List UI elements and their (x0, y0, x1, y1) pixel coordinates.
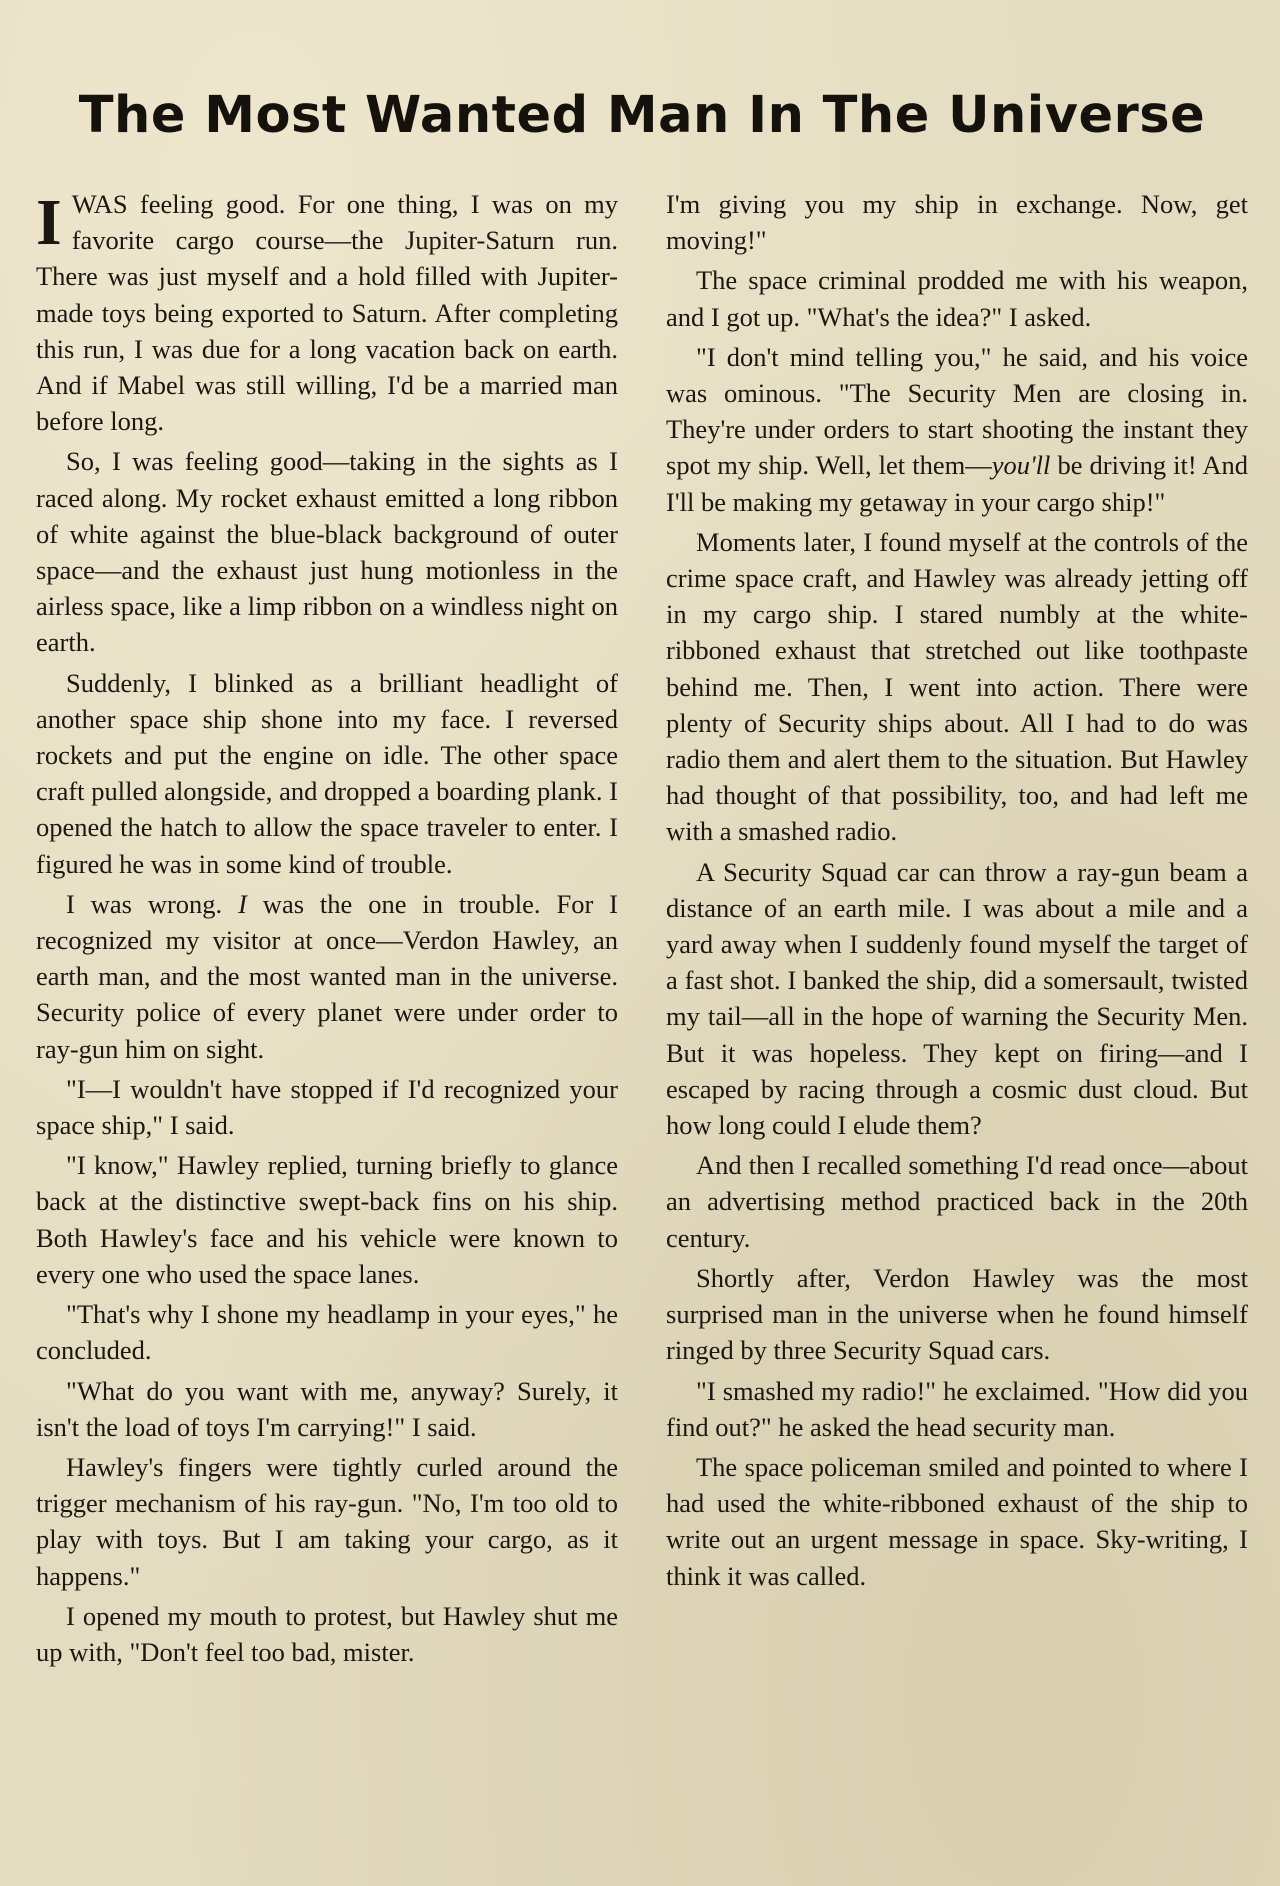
paragraph-text: was the one in trouble. For I recognized my visitor at once—Verdon Hawley, an earth man, and the most wanted man in the universe. Security police of every planet were under order to ray-gun him on sight. (36, 888, 618, 1064)
left-column (36, 186, 618, 1674)
paragraph: The space policeman smiled and pointed to where I had used the white-ribboned exhaust of the ship to write out an urgent message in space. Sky-writing, I think it was called. (666, 1451, 1248, 1591)
paragraph: "That's why I shone my headlamp in your eyes," he concluded. (36, 1299, 618, 1366)
paragraph: Shortly after, Verdon Hawley was the most surprised man in the universe when he found himself ringed by three Security Squad cars. (666, 1262, 1248, 1366)
paragraph-continued: I'm giving you my ship in exchange. Now, get moving!" (666, 189, 1248, 256)
right-column (666, 186, 1248, 1674)
paragraph: "What do you want with me, anyway? Surely, it isn't the load of toys I'm carrying!" I said. (36, 1375, 618, 1442)
emphasis-text: you'll (991, 450, 1051, 481)
paragraph: And then I recalled something I'd read once—about an advertising method practiced back in the 20th century. (666, 1150, 1248, 1253)
paragraph: I opened my mouth to protest, but Hawley shut me up with, "Don't feel too bad, mister. (36, 1600, 618, 1667)
paragraph: A Security Squad car can throw a ray-gun beam a distance of an earth mile. I was about a mile and a yard away when I suddenly found myself the target of a fast shot. I banked the ship, did a somersault, twisted my tail—all in the hope of warning the Security Men. But it was hopeless. They kept on firing—and I escaped by racing through a cosmic dust cloud. But how long could I elude them? (666, 856, 1248, 1141)
paragraph (666, 339, 1248, 520)
paragraph: Hawley's fingers were tightly curled around the trigger mechanism of his ray-gun. "No, I'm too old to play with toys. But I am taking your cargo, as it happens." (36, 1451, 618, 1591)
opening-text: WAS feeling good. For one thing, I was on my favorite cargo course—the Jupiter-Saturn run. There was just myself and a hold filled with Jupiter-made toys being exported to Saturn. After completing this run, I was due for a long vacation back on earth. And if Mabel was still willing, I'd be a married man before long. (36, 189, 618, 437)
paragraph: "I smashed my radio!" he exclaimed. "How did you find out?" he asked the head security man. (666, 1375, 1248, 1442)
story-columns (36, 186, 1248, 1674)
paragraph-text: be driving it! And I'll be making my getaway in your cargo ship!" (666, 450, 1248, 517)
paragraph-text: I was wrong. (66, 888, 239, 919)
paragraph: "I—I wouldn't have stopped if I'd recognized your space ship," I said. (36, 1073, 618, 1141)
paragraph: "I know," Hawley replied, turning briefly to glance back at the distinctive swept-back fins on his ship. Both Hawley's face and his vehicle were known to every one who used the space lanes. (36, 1150, 618, 1289)
paragraph (36, 886, 618, 1067)
paragraph: So, I was feeling good—taking in the sights as I raced along. My rocket exhaust emitted a long ribbon of white against the blue-black background of outer space—and the exhaust just hung motionless in the airless space, like a limp ribbon on a windless night on earth. (36, 446, 618, 658)
paragraph-text: "I don't mind telling you," he said, and his voice was ominous. "The Security Men are closing in. They're under orders to start shooting the instant they spot my ship. Well, let them— (666, 341, 1248, 481)
paragraph: Moments later, I found myself at the controls of the crime space craft, and Hawley was already jetting off in my cargo ship. I stared numbly at the white-ribboned exhaust that stretched out like toothpaste behind me. Then, I went into action. There were plenty of Security ships about. All I had to do was radio them and alert them to the situation. But Hawley had thought of that possibility, too, and had left me with a smashed radio. (666, 526, 1248, 847)
paragraph: The space criminal prodded me with his weapon, and I got up. "What's the idea?" I asked. (666, 265, 1248, 332)
drop-cap: I (36, 186, 62, 259)
emphasis-text: I (238, 888, 247, 919)
paragraph: Suddenly, I blinked as a brilliant headlight of another space ship shone into my face. I reversed rockets and put the engine on idle. The other space craft pulled alongside, and dropped a boarding plank. I opened the hatch to allow the space traveler to enter. I figured he was in some kind of trouble. (36, 667, 618, 879)
story-title: The Most Wanted Man In The Universe (78, 86, 1206, 145)
opening-paragraph (36, 186, 618, 439)
